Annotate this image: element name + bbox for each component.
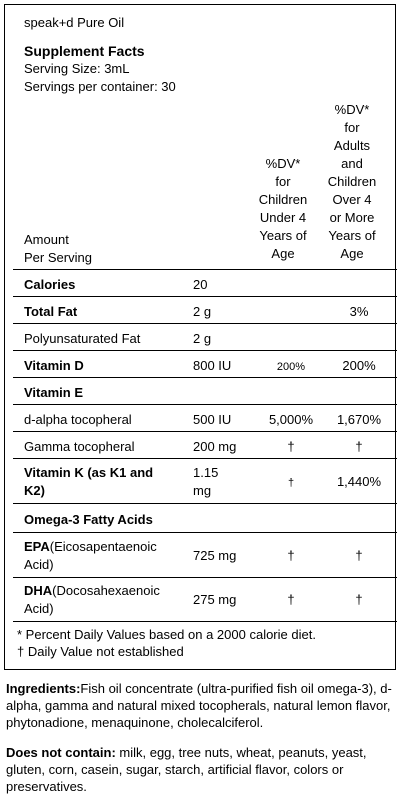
facts-title: Supplement Facts: [24, 43, 145, 59]
table-row: Gamma tocopheral 200 mg † †: [13, 431, 397, 459]
table-row: Vitamin D 800 IU 200% 200%: [13, 350, 397, 378]
table-row: Vitamin E: [13, 377, 397, 405]
table-row: EPA(Eicosapentaenoic Acid) 725 mg † †: [13, 532, 397, 578]
does-not-contain: Does not contain: milk, egg, tree nuts, wheat, peanuts, yeast, gluten, corn, casein, sugar, starch, artificial flavor, colors or preservatives.: [6, 745, 367, 794]
footnote-daily-value: * Percent Daily Values based on a 2000 calorie diet.: [17, 627, 316, 642]
serving-size: Serving Size: 3mL: [24, 61, 130, 76]
footnote-dagger: † Daily Value not established: [17, 644, 184, 659]
table-row: d-alpha tocopheral 500 IU 5,000% 1,670%: [13, 404, 397, 432]
table-row: Vitamin K (as K1 and K2) 1.15 mg † 1,440%: [13, 458, 397, 504]
table-row: Polyunsaturated Fat 2 g: [13, 323, 397, 351]
table-row: Calories 20: [13, 269, 397, 297]
dv-adults-header: %DV* for Adults and Children Over 4 or More Years of Age: [327, 102, 377, 261]
supplement-facts-panel: [4, 4, 396, 670]
amount-per-serving-header: Amount Per Serving: [24, 232, 92, 265]
ingredients: Ingredients:Fish oil concentrate (ultra-purified fish oil omega-3), d-alpha, gamma and natural mixed tocopherals, natural lemon flavor, phytonadione, menaquinone, cholecalciferol.: [6, 681, 392, 730]
table-row: Total Fat 2 g 3%: [13, 296, 397, 324]
table-row: DHA(Docosahexaenoic Acid) 275 mg † †: [13, 577, 397, 622]
dv-children-header: %DV* for Children Under 4 Years of Age: [258, 156, 308, 261]
table-row: Omega-3 Fatty Acids: [13, 503, 397, 533]
product-name: speak+d Pure Oil: [24, 15, 125, 30]
servings-per-container: Servings per container: 30: [24, 79, 176, 94]
